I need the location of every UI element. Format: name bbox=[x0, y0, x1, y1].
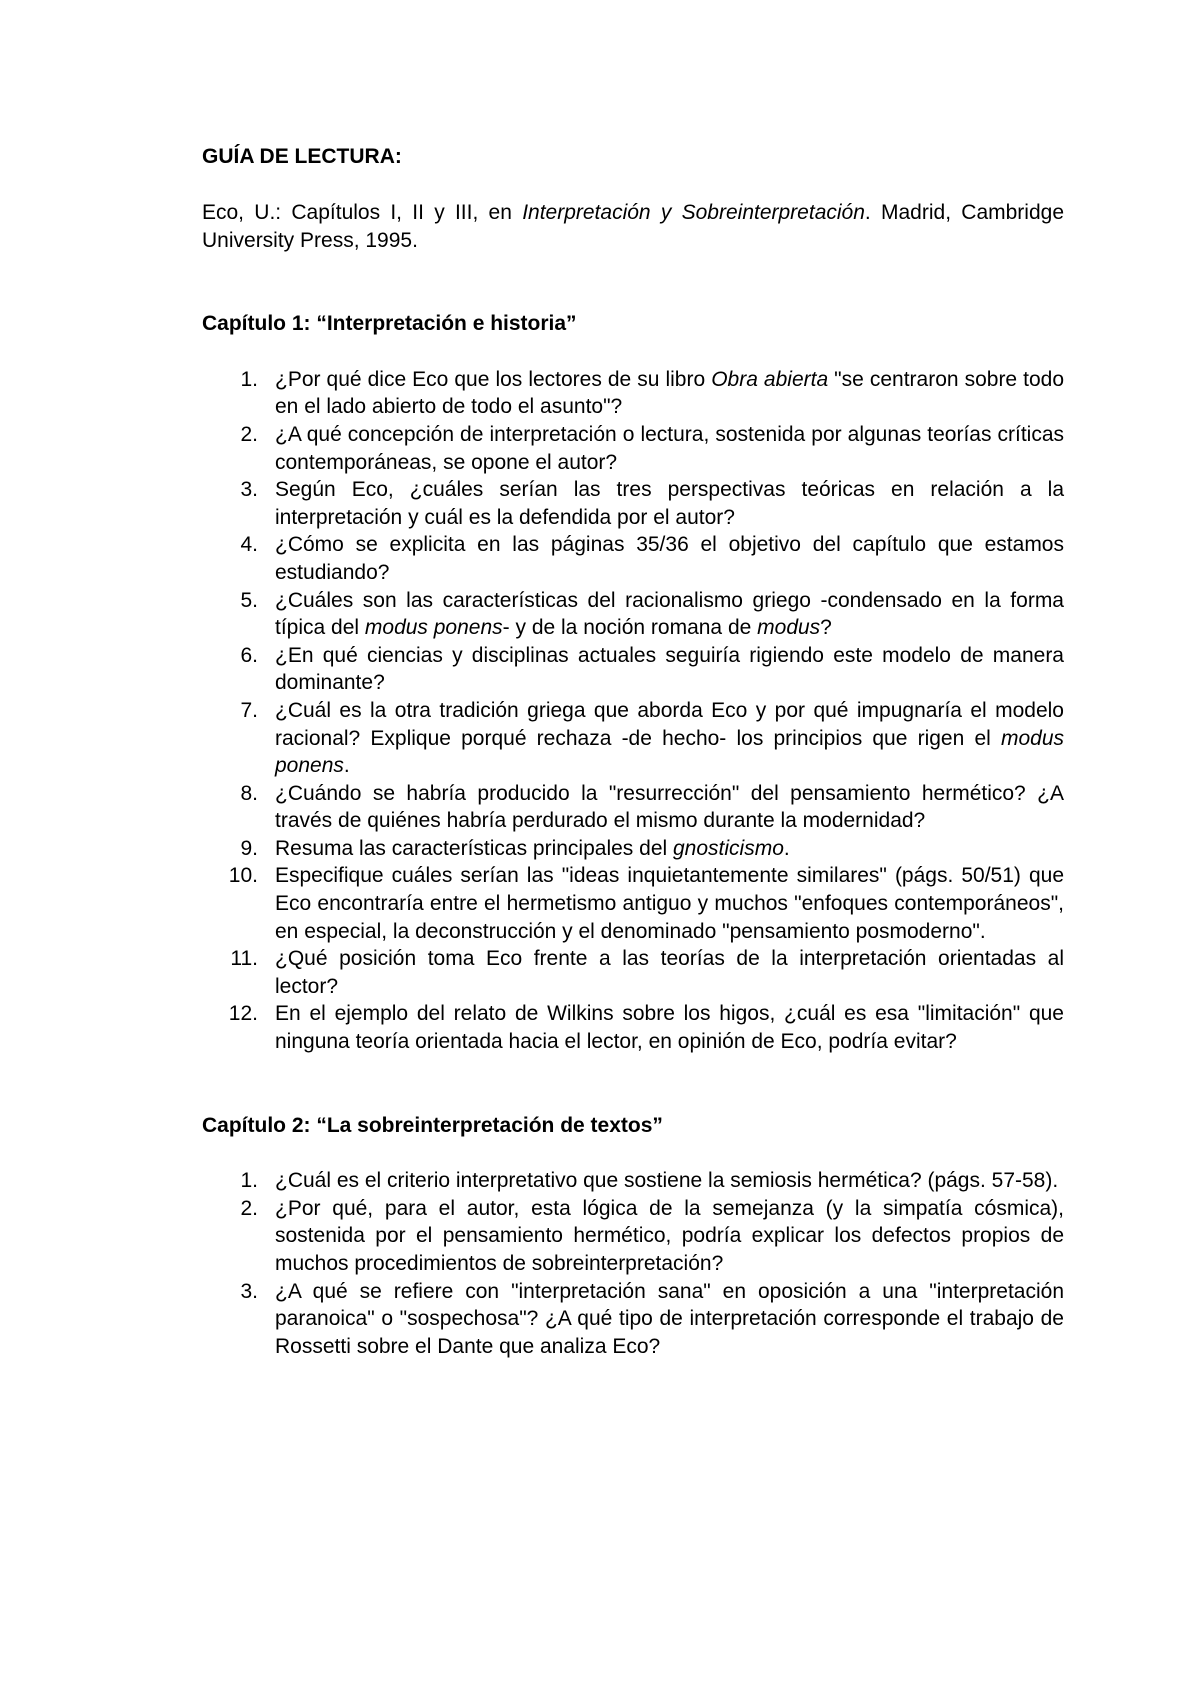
question-item bbox=[202, 1000, 1064, 1055]
question-number: 3. bbox=[240, 1279, 258, 1303]
question-italic-text: gnosticismo bbox=[673, 836, 784, 860]
question-text: ¿Cuál es la otra tradición griega que aborda Eco y por qué impugnaría el modelo racional? Explique porqué rechaza -de hecho- los principios que rigen el bbox=[275, 698, 1064, 750]
question-number: 10. bbox=[228, 864, 258, 888]
question-italic-text: Obra abierta bbox=[711, 367, 829, 391]
question-text: ? bbox=[820, 616, 832, 640]
question-text: "se centraron sobre todo en el lado abierto de todo el asunto"? bbox=[275, 367, 1065, 419]
question-item bbox=[202, 421, 1064, 476]
chapter-1-questions bbox=[202, 366, 1064, 1056]
question-text: ¿Cuál es el criterio interpretativo que sostiene la semiosis hermética? (págs. 57-58). bbox=[275, 1169, 1059, 1193]
question-number: 5. bbox=[240, 588, 258, 612]
question-number: 1. bbox=[240, 367, 258, 391]
question-item bbox=[202, 780, 1064, 835]
question-text: ¿Por qué dice Eco que los lectores de su libro bbox=[275, 367, 712, 391]
reference-suffix: . Madrid, Cambridge University Press, 1995. bbox=[202, 201, 1064, 252]
question-item bbox=[202, 862, 1064, 945]
question-number: 3. bbox=[240, 478, 258, 502]
document-title: GUÍA DE LECTURA: bbox=[202, 145, 402, 168]
reference-book-title: Interpretación y Sobreinterpretación bbox=[522, 201, 865, 224]
question-text: Resuma las características principales del bbox=[275, 836, 673, 860]
question-item bbox=[202, 642, 1064, 697]
question-text: . bbox=[343, 754, 350, 778]
reading-guide bbox=[202, 143, 1064, 1360]
question-item bbox=[202, 476, 1064, 531]
bibliographic-reference bbox=[202, 199, 1064, 254]
question-number: 11. bbox=[230, 947, 258, 971]
question-italic-text: modus ponens bbox=[364, 616, 503, 640]
question-number: 2. bbox=[240, 422, 258, 446]
chapter-1-heading: Capítulo 1: “Interpretación e historia” bbox=[202, 312, 577, 336]
question-text: ¿A qué concepción de interpretación o lectura, sostenida por algunas teorías críticas contemporáneas, se opone el autor? bbox=[275, 422, 1064, 474]
question-text: ¿Qué posición toma Eco frente a las teorías de la interpretación orientadas al lector? bbox=[275, 947, 1064, 998]
chapter-2-heading: Capítulo 2: “La sobreinterpretación de textos” bbox=[202, 1113, 663, 1137]
question-item bbox=[202, 945, 1064, 1000]
question-number: 4. bbox=[240, 533, 258, 557]
reference-prefix: Eco, U.: Capítulos I, II y III, en bbox=[202, 201, 523, 224]
question-item bbox=[202, 697, 1064, 780]
question-item bbox=[202, 587, 1064, 642]
question-number: 8. bbox=[240, 781, 258, 805]
question-item bbox=[202, 1278, 1064, 1361]
question-italic-text: modus bbox=[757, 616, 821, 640]
question-text: Especifique cuáles serían las "ideas inquietantemente similares" (págs. 50/51) que Eco encontraría entre el hermetismo antiguo y muchos "enfoques contemporáneos", en especial, la deconstrucción y el denominado "pensamiento posmoderno". bbox=[275, 864, 1064, 943]
question-item bbox=[202, 1195, 1064, 1278]
question-item bbox=[202, 1167, 1064, 1195]
question-number: 12. bbox=[228, 1002, 258, 1026]
question-text: ¿Cuáles son las características del racionalismo griego -condensado en la forma típica del bbox=[275, 588, 1064, 640]
question-number: 6. bbox=[240, 643, 258, 667]
question-text: ¿Cuándo se habría producido la "resurrección" del pensamiento hermético? ¿A través de quiénes habría perdurado el mismo durante la modernidad? bbox=[275, 781, 1064, 833]
question-number: 7. bbox=[240, 698, 258, 722]
question-italic-text: modus ponens bbox=[275, 726, 1064, 778]
question-text: ¿En qué ciencias y disciplinas actuales seguiría rigiendo este modelo de manera dominante? bbox=[275, 643, 1064, 695]
question-text: En el ejemplo del relato de Wilkins sobre los higos, ¿cuál es esa "limitación" que ninguna teoría orientada hacia el lector, en opinión de Eco, podría evitar? bbox=[275, 1002, 1064, 1054]
question-number: 9. bbox=[240, 836, 258, 860]
question-text: ¿Cómo se explicita en las páginas 35/36 el objetivo del capítulo que estamos estudiando? bbox=[275, 533, 1064, 584]
question-text: ¿Por qué, para el autor, esta lógica de la semejanza (y la simpatía cósmica), sostenida por el pensamiento hermético, podría explicar los defectos propios de muchos procedimientos de sobreinterpretación? bbox=[275, 1196, 1064, 1275]
question-item bbox=[202, 835, 1064, 863]
question-item bbox=[202, 531, 1064, 586]
chapter-2-questions bbox=[202, 1167, 1064, 1360]
question-text: Según Eco, ¿cuáles serían las tres perspectivas teóricas en relación a la interpretación y cuál es la defendida por el autor? bbox=[275, 478, 1064, 529]
question-text: . bbox=[783, 836, 790, 860]
question-item bbox=[202, 366, 1064, 421]
question-text: - y de la noción romana de bbox=[502, 616, 758, 640]
question-number: 2. bbox=[240, 1196, 258, 1220]
question-number: 1. bbox=[240, 1169, 258, 1193]
question-text: ¿A qué se refiere con "interpretación sana" en oposición a una "interpretación paranoica" o "sospechosa"? ¿A qué tipo de interpretación corresponde el trabajo de Rossetti sobre el Dante que analiza Eco? bbox=[275, 1279, 1064, 1358]
